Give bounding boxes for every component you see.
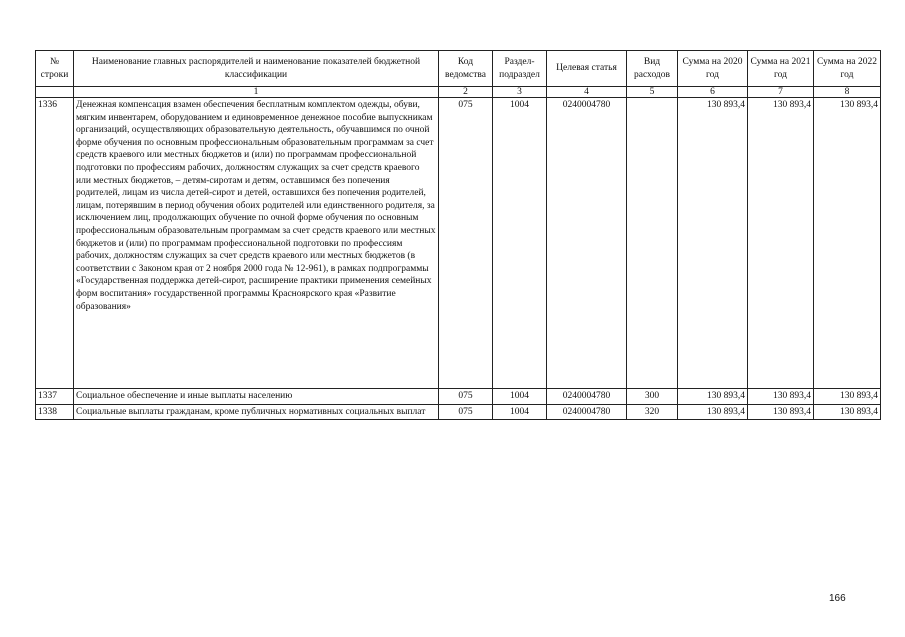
- budget-table: [35, 50, 881, 420]
- row-section: 1004: [493, 404, 547, 420]
- table-header-row: [36, 51, 881, 87]
- row-sum-2020: 130 893,4: [678, 404, 748, 420]
- column-number: 2: [439, 87, 493, 98]
- row-number: 1337: [36, 389, 74, 405]
- row-sum-2022: 130 893,4: [814, 98, 881, 389]
- row-expense-type: 300: [627, 389, 678, 405]
- column-number: [36, 87, 74, 98]
- row-sum-2020: 130 893,4: [678, 389, 748, 405]
- page-number: 166: [829, 593, 846, 604]
- table-row: [36, 98, 881, 389]
- row-expense-type: 320: [627, 404, 678, 420]
- header-section: Раздел-подраздел: [493, 51, 547, 87]
- row-dept-code: 075: [439, 98, 493, 389]
- header-row-number: № строки: [36, 51, 74, 87]
- row-sum-2020: 130 893,4: [678, 98, 748, 389]
- row-target: 0240004780: [547, 98, 627, 389]
- header-target: Целевая статья: [547, 51, 627, 87]
- table-row: [36, 389, 881, 405]
- row-expense-type: [627, 98, 678, 389]
- row-name: Денежная компенсация взамен обеспечения бесплатным комплектом одежды, обуви, мягким инвентарем, оборудованием и единовременное денежное пособие выпускникам организаций, осуществляющих образовательную деятельность, обучавшимся по очной форме обучения по основным профессиональным образовательным программам за счет средств краевого или местных бюджетов и (или) по программам профессиональной подготовки по профессиям рабочих, должностям служащих за счет средств краевого или местных бюджетов, – детям-сиротам и детям, оставшимся без попечения родителей, лицам из числа детей-сирот и детей, оставшихся без попечения родителей, лицам, потерявшим в период обучения обоих родителей или единственного родителя, за исключением лиц, продолжающих обучение по очной форме обучения по основным профессиональным образовательным программам за счет средств краевого или местных бюджетов и (или) по программам профессиональной подготовки по профессиям рабочих, должностям служащих за счет средств краевого или местных бюджетов (в соответствии с Законом края от 2 ноября 2000 года № 12-961), в рамках подпрограммы «Государственная поддержка детей-сирот, расширение практики применения семейных форм воспитания» государственной программы Красноярского края «Развитие образования»: [74, 98, 439, 389]
- header-expense-type: Вид расходов: [627, 51, 678, 87]
- row-target: 0240004780: [547, 389, 627, 405]
- table-row: [36, 404, 881, 420]
- header-sum-2022: Сумма на 2022 год: [814, 51, 881, 87]
- row-number: 1336: [36, 98, 74, 389]
- column-number: 5: [627, 87, 678, 98]
- row-sum-2022: 130 893,4: [814, 404, 881, 420]
- header-sum-2021: Сумма на 2021 год: [748, 51, 814, 87]
- row-dept-code: 075: [439, 389, 493, 405]
- row-section: 1004: [493, 389, 547, 405]
- column-number: 8: [814, 87, 881, 98]
- column-number: 3: [493, 87, 547, 98]
- column-number: 7: [748, 87, 814, 98]
- column-number: 4: [547, 87, 627, 98]
- header-name: Наименование главных распорядителей и наименование показателей бюджетной классификации: [74, 51, 439, 87]
- row-target: 0240004780: [547, 404, 627, 420]
- row-number: 1338: [36, 404, 74, 420]
- row-sum-2021: 130 893,4: [748, 98, 814, 389]
- row-section: 1004: [493, 98, 547, 389]
- header-dept-code: Код ведомства: [439, 51, 493, 87]
- column-number: 6: [678, 87, 748, 98]
- row-sum-2021: 130 893,4: [748, 389, 814, 405]
- column-number: 1: [74, 87, 439, 98]
- header-sum-2020: Сумма на 2020 год: [678, 51, 748, 87]
- row-name: Социальные выплаты гражданам, кроме публичных нормативных социальных выплат: [74, 404, 439, 420]
- column-number-row: [36, 87, 881, 98]
- row-sum-2022: 130 893,4: [814, 389, 881, 405]
- row-sum-2021: 130 893,4: [748, 404, 814, 420]
- row-dept-code: 075: [439, 404, 493, 420]
- row-name: Социальное обеспечение и иные выплаты населению: [74, 389, 439, 405]
